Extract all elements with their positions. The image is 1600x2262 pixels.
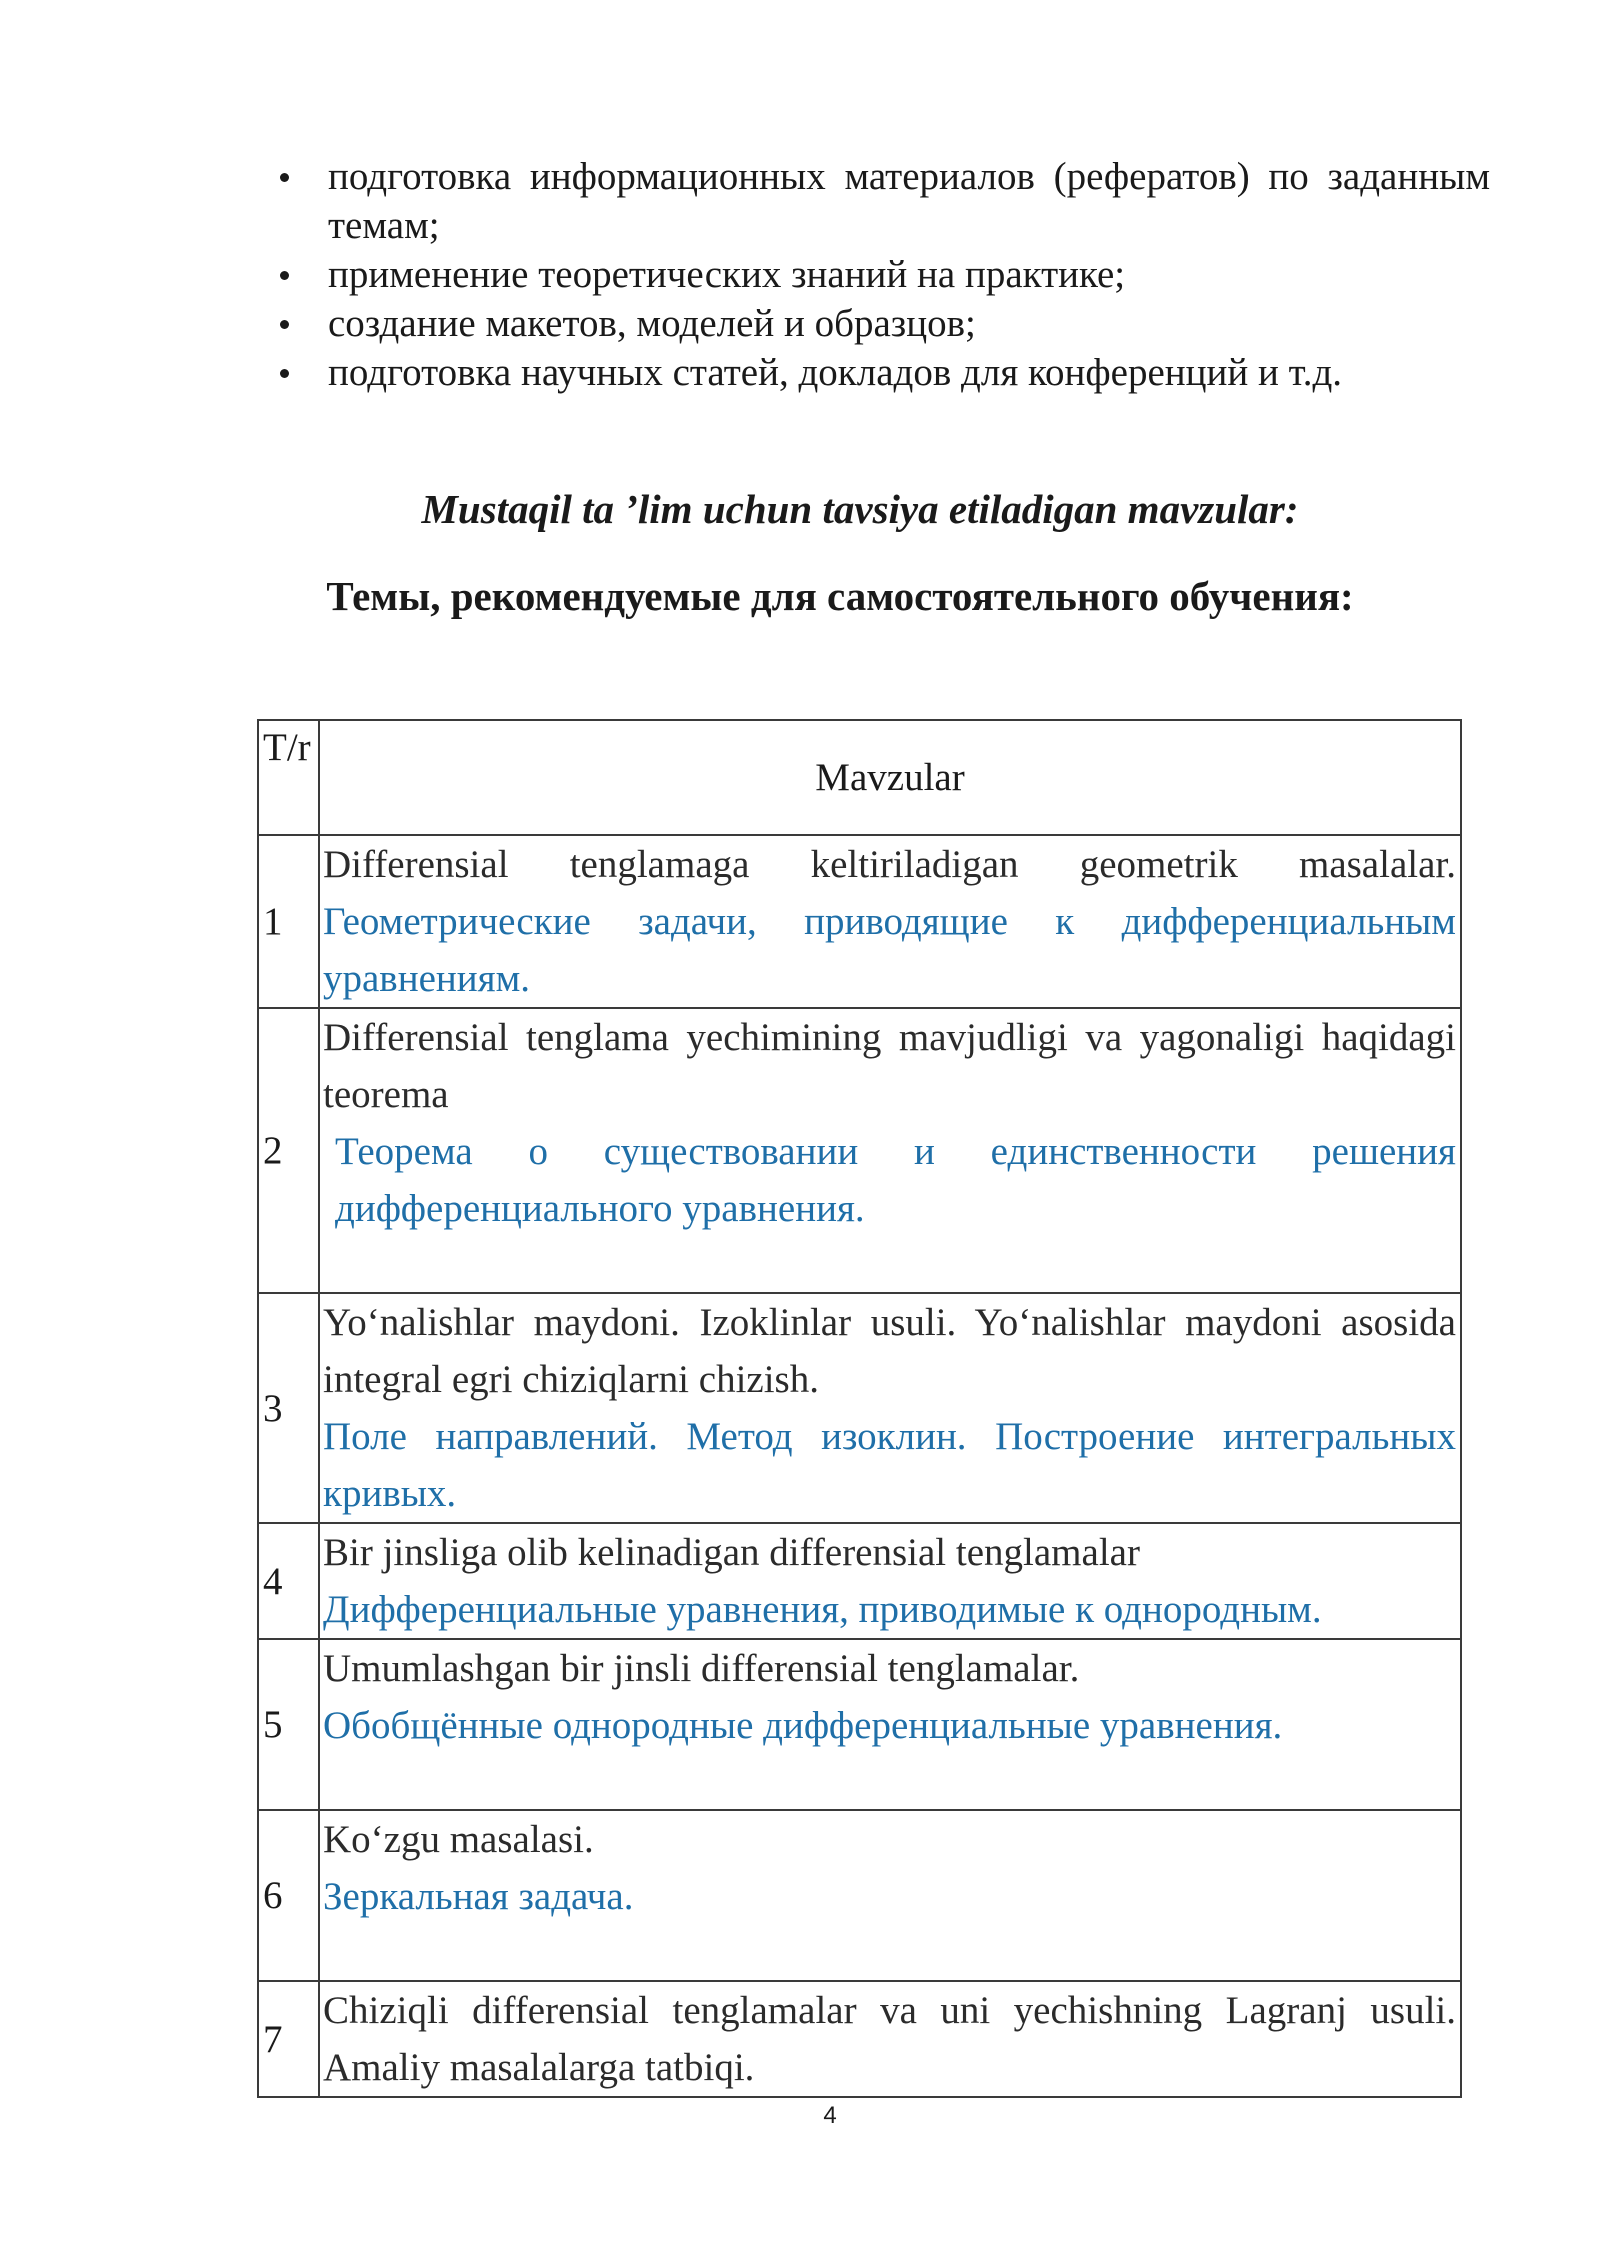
row-text [319,1523,1461,1639]
row-text [319,1810,1461,1981]
row-number: 1 [258,835,319,1008]
bullet-icon [280,271,289,280]
header-num-cell: T/r [258,720,319,835]
bullet-text: подготовка информационных материалов (рефератов) по заданным темам; [328,155,1490,247]
row-text [319,1639,1461,1810]
list-item [268,348,1490,397]
row-number: 4 [258,1523,319,1639]
list-item [268,250,1490,299]
bullet-icon [280,173,289,182]
bullet-icon [280,369,289,378]
row-text-uz: Umumlashgan bir jinsli differensial tenglamalar. [323,1647,1080,1690]
row-text-uz: Bir jinsliga olib kelinadigan differensial tenglamalar [323,1531,1140,1574]
row-text-ru: Поле направлений. Метод изоклин. Построение интегральных кривых. [323,1415,1456,1515]
list-item [268,299,1490,348]
bullet-icon [280,320,289,329]
row-text-uz: Differensial tenglamaga keltiriladigan geometrik masalalar. [323,843,1456,886]
topics-table [257,719,1462,2098]
table-row [258,1981,1461,2097]
row-text-ru: Зеркальная задача. [323,1875,634,1918]
table-row [258,1008,1461,1293]
table-row [258,1523,1461,1639]
row-text [319,1008,1461,1293]
row-text [319,835,1461,1008]
bullet-list [268,152,1490,397]
page-number: 4 [823,2102,837,2129]
table-header-row [258,720,1461,835]
list-item [268,152,1490,250]
row-text-uz: Yo‘nalishlar maydoni. Izoklinlar usuli. Yo‘nalishlar maydoni asosida integral egri chiziqlarni chizish. [323,1301,1456,1401]
row-number: 5 [258,1639,319,1810]
bullet-text: применение теоретических знаний на практике; [328,253,1126,296]
row-text-ru: Геометрические задачи, приводящие к дифференциальным уравнениям. [323,900,1456,1000]
row-number: 6 [258,1810,319,1981]
row-text-uz: Chiziqli differensial tenglamalar va uni yechishning Lagranj usuli. Amaliy masalalarga tatbiqi. [323,1989,1456,2089]
heading-ru: Темы, рекомендуемые для самостоятельного обучения: [326,573,1354,619]
row-text-ru: Обобщённые однородные дифференциальные уравнения. [323,1704,1283,1747]
header-title-cell: Mavzular [319,720,1461,835]
row-text [319,1293,1461,1523]
row-text-ru: Теорема о существовании и единственности решения дифференциального уравнения. [335,1130,1456,1230]
row-text-ru: Дифференциальные уравнения, приводимые к однородным. [323,1588,1322,1631]
row-text-uz: Differensial tenglama yechimining mavjudligi va yagonaligi haqidagi teorema [323,1016,1456,1116]
heading-uz: Mustaqil ta ’lim uchun tavsiya etiladigan mavzular: [421,486,1299,532]
bullet-text: подготовка научных статей, докладов для конференций и т.д. [328,351,1343,394]
row-text-uz: Ko‘zgu masalasi. [323,1818,594,1861]
bullet-text: создание макетов, моделей и образцов; [328,302,976,345]
row-number: 7 [258,1981,319,2097]
row-number: 2 [258,1008,319,1293]
table-row [258,835,1461,1008]
table-row [258,1639,1461,1810]
row-text [319,1981,1461,2097]
table-row [258,1810,1461,1981]
row-number: 3 [258,1293,319,1523]
table-row [258,1293,1461,1523]
